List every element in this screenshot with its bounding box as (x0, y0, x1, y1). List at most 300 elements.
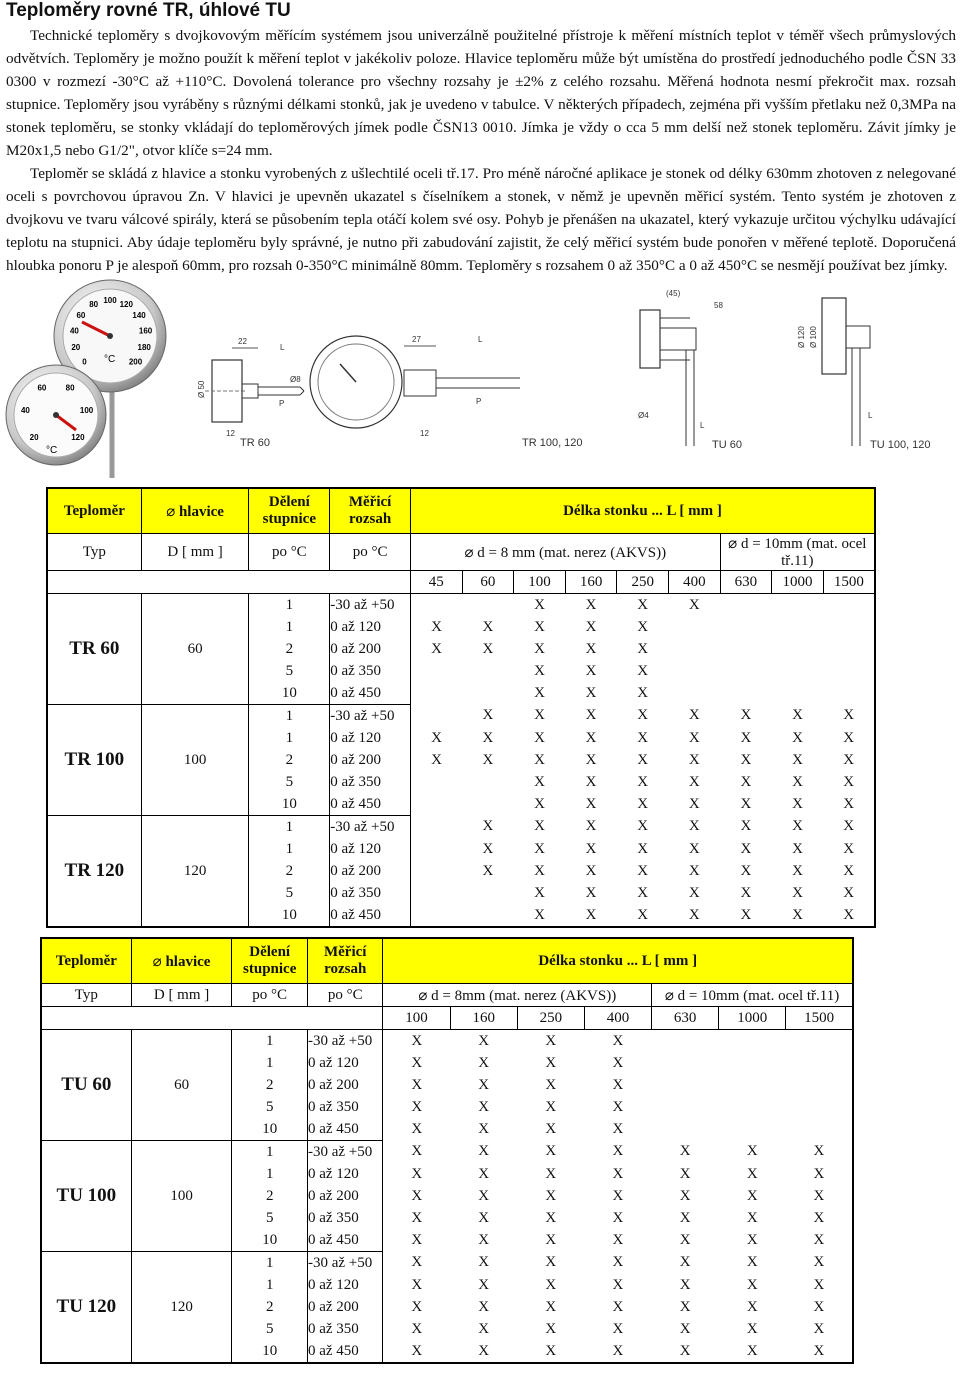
availability-mark: X (482, 818, 494, 835)
availability-mark (652, 1052, 719, 1074)
availability-mark: X (792, 862, 803, 879)
availability-mark: X (585, 729, 597, 746)
measuring-range-value: 0 až 120 (307, 1274, 383, 1296)
length-160: 160 (450, 1007, 517, 1030)
dial-number: 120 (71, 432, 85, 442)
availability-mark: X (534, 862, 545, 879)
availability-mark: X (792, 729, 803, 746)
availability-mark: X (688, 773, 700, 790)
measuring-range-value: 0 až 450 (307, 1229, 383, 1252)
availability-mark (720, 616, 772, 638)
availability-mark: X (813, 1342, 825, 1359)
measuring-range-value: 0 až 120 (330, 727, 411, 749)
availability-mark: X (792, 818, 803, 835)
header-stem-length: Délka stonku ... L [ mm ] (410, 488, 875, 534)
availability-mark (719, 1052, 786, 1074)
availability-mark: X (545, 1032, 557, 1049)
scale-division-value: 5 (249, 771, 330, 793)
length-400: 400 (669, 571, 721, 594)
availability-mark: X (612, 1254, 624, 1271)
availability-mark: X (746, 1165, 758, 1182)
availability-mark: X (612, 1120, 624, 1137)
model-name: TR 100 (47, 705, 141, 816)
availability-mark: X (545, 1187, 557, 1204)
availability-mark: X (612, 1054, 624, 1071)
table-row (41, 1141, 853, 1164)
availability-mark: X (813, 1320, 825, 1337)
availability-mark: X (740, 707, 752, 724)
diameter-icon: ⌀ (664, 987, 678, 1004)
stem-d10-label (652, 984, 853, 1007)
availability-mark: X (545, 1098, 557, 1115)
dim-tu100-l: L (868, 411, 873, 420)
availability-mark: X (746, 1342, 758, 1359)
availability-mark (410, 793, 462, 816)
availability-mark: X (688, 884, 700, 901)
scale-division-value: 2 (232, 1074, 308, 1096)
dial-number: 40 (69, 326, 79, 336)
dial-number: 40 (20, 406, 30, 416)
measuring-range-value: 0 až 120 (330, 616, 411, 638)
availability-mark (410, 660, 462, 682)
availability-mark: X (411, 1165, 423, 1182)
scale-division-value: 5 (232, 1318, 308, 1340)
availability-mark: X (688, 596, 700, 613)
availability-mark: X (740, 862, 752, 879)
availability-mark: X (612, 1032, 624, 1049)
scale-division-value: 10 (232, 1229, 308, 1252)
availability-mark: X (792, 795, 803, 812)
dial-number: 60 (37, 383, 47, 393)
table-row (47, 594, 875, 617)
thermometer-photo-small (6, 365, 106, 465)
dial-number: 100 (79, 406, 94, 416)
availability-mark: X (792, 773, 803, 790)
availability-mark: X (411, 1054, 423, 1071)
availability-mark (786, 1074, 853, 1096)
page-title: Teploměry rovné TR, úhlové TU (6, 0, 291, 21)
intro-paragraph-1: Technické teploměry s dvojkovovým měřícím systémem jsou univerzálně použitelné přístroje k měření místních teplot v téměř všech průmyslových odvětvích. Teploměry je možno použít k měření teplot v jakékoliv poloze. Hlavice teploměru může být umístěna do prostředí jednoduchého podle ČSN 33 0300 v rozmezí -30°C až +110°C. Dovolená tolerance pro všechny rozsahy je ±2% z celého rozsahu. Měřená hodnota nesmí překročit max. rozsah stupnice. Teploměry jsou vyráběny s různými délkami stonků, jak je uvedeno v tabulce. V některých případech, zejména při vyšším přetlaku než 0,3MPa na stonek teploměru, se stonky vkládají do teploměrových jímek podle ČSN13 0010. Jímka je vždy o cca 5 mm delší než stonek teploměru. Závit jímky je M20x1,5 nebo G1/2", otvor klíče s=24 mm. (6, 27, 956, 159)
availability-mark: X (746, 1320, 758, 1337)
availability-mark (410, 594, 462, 617)
availability-mark: X (585, 684, 597, 701)
availability-mark: X (545, 1342, 557, 1359)
availability-mark: X (637, 795, 649, 812)
measuring-range-value: 0 až 120 (330, 838, 411, 860)
length-630: 630 (720, 571, 772, 594)
dial-unit-large: °C (104, 354, 116, 365)
header-scale-division: Dělení stupnice (249, 488, 330, 534)
table-row (47, 816, 875, 839)
measuring-range-value: 0 až 450 (307, 1118, 383, 1141)
diameter-icon: ⌀ (464, 544, 478, 561)
scale-division-value: 1 (249, 816, 330, 839)
availability-mark: X (478, 1187, 490, 1204)
availability-mark: X (679, 1320, 691, 1337)
measuring-range-value: -30 až +50 (330, 705, 411, 728)
availability-mark: X (679, 1342, 691, 1359)
availability-mark (652, 1096, 719, 1118)
scale-division-value: 1 (249, 594, 330, 617)
length-100: 100 (514, 571, 566, 594)
stem-d10-label (720, 534, 875, 571)
table-tu (40, 937, 854, 1364)
diameter-icon: ⌀ (166, 503, 179, 520)
availability-mark: X (612, 1276, 624, 1293)
availability-mark: X (534, 906, 545, 923)
stem-d8-text: d = 8 mm (mat. nerez (AKVS)) (477, 544, 667, 561)
availability-mark: X (482, 618, 494, 635)
header-head-label: hlavice (178, 503, 224, 520)
availability-mark: X (688, 751, 700, 768)
measuring-range-value: 0 až 350 (330, 660, 411, 682)
dim-tu100-d100: Ø 100 (809, 326, 818, 348)
availability-mark: X (411, 1231, 423, 1248)
availability-mark: X (740, 906, 752, 923)
scale-division-value: 10 (249, 682, 330, 705)
availability-mark: X (478, 1120, 490, 1137)
availability-mark: X (688, 795, 700, 812)
availability-mark: X (813, 1187, 825, 1204)
availability-mark: X (792, 906, 803, 923)
availability-mark: X (545, 1298, 557, 1315)
scale-division-value: 1 (249, 838, 330, 860)
availability-mark: X (478, 1231, 490, 1248)
availability-mark: X (792, 884, 803, 901)
availability-mark: X (585, 640, 597, 657)
availability-mark (772, 660, 824, 682)
availability-mark: X (688, 818, 700, 835)
dim-tu100-d120: Ø 120 (797, 326, 806, 348)
length-1500: 1500 (786, 1007, 853, 1030)
availability-mark: X (585, 862, 597, 879)
header-measuring-range: Měřicí rozsah (307, 938, 383, 984)
availability-mark (823, 660, 875, 682)
availability-mark: X (740, 884, 752, 901)
availability-mark: X (534, 818, 545, 835)
length-400: 400 (584, 1007, 651, 1030)
availability-mark: X (637, 751, 649, 768)
availability-mark (720, 594, 772, 617)
model-name: TR 60 (47, 594, 141, 705)
availability-mark: X (534, 840, 545, 857)
availability-mark: X (585, 795, 597, 812)
length-60: 60 (462, 571, 514, 594)
availability-mark: X (478, 1254, 490, 1271)
dim-tr60-22: 22 (238, 337, 247, 346)
availability-mark: X (478, 1076, 490, 1093)
availability-mark (410, 816, 462, 839)
availability-mark: X (843, 707, 855, 724)
availability-mark: X (679, 1254, 691, 1271)
availability-mark: X (679, 1231, 691, 1248)
dim-tr100-l: L (478, 335, 483, 344)
label-tr100: TR 100, 120 (522, 437, 583, 449)
availability-mark (410, 882, 462, 904)
availability-mark: X (637, 596, 649, 613)
availability-mark (410, 705, 462, 728)
model-name: TU 100 (41, 1141, 131, 1252)
availability-mark: X (746, 1231, 758, 1248)
scale-division-value: 2 (249, 638, 330, 660)
availability-mark: X (411, 1320, 423, 1337)
dim-tu60-l: L (700, 421, 705, 430)
availability-mark (786, 1030, 853, 1053)
availability-mark (410, 904, 462, 927)
measuring-range-value: 0 až 350 (307, 1318, 383, 1340)
dim-tr100-27: 27 (412, 335, 421, 344)
availability-mark (720, 660, 772, 682)
drawing-tr100 (310, 335, 583, 449)
availability-mark: X (545, 1076, 557, 1093)
availability-mark (462, 682, 514, 705)
measuring-range-value: 0 až 350 (330, 771, 411, 793)
dial-number: 120 (119, 299, 133, 309)
dim-tr60-p: P (279, 399, 285, 408)
availability-mark: X (482, 640, 494, 657)
availability-mark: X (746, 1143, 758, 1160)
dial-number: 140 (132, 310, 146, 320)
availability-mark: X (545, 1143, 557, 1160)
measuring-range-value: -30 až +50 (307, 1030, 383, 1053)
scale-division-value: 10 (249, 793, 330, 816)
availability-mark (410, 771, 462, 793)
availability-mark: X (482, 862, 494, 879)
measuring-range-value: -30 až +50 (307, 1141, 383, 1164)
scale-division-value: 10 (249, 904, 330, 927)
availability-mark: X (411, 1032, 423, 1049)
table-header-row (41, 938, 853, 984)
lengths-blank (41, 1007, 383, 1030)
availability-mark: X (612, 1143, 624, 1160)
availability-mark: X (478, 1320, 490, 1337)
availability-mark: X (612, 1342, 624, 1359)
measuring-range-value: 0 až 450 (330, 904, 411, 927)
availability-mark: X (478, 1098, 490, 1115)
scale-division-value: 10 (232, 1340, 308, 1363)
availability-mark: X (612, 1165, 624, 1182)
availability-mark (772, 638, 824, 660)
availability-mark: X (545, 1276, 557, 1293)
availability-mark: X (545, 1120, 557, 1137)
dim-tr100-p: P (476, 397, 482, 406)
availability-mark (772, 616, 824, 638)
availability-mark (720, 638, 772, 660)
measuring-range-value: 0 až 200 (330, 638, 411, 660)
table-row (47, 705, 875, 728)
availability-mark (772, 682, 824, 705)
availability-mark: X (843, 818, 855, 835)
scale-division-value: 10 (232, 1118, 308, 1141)
table-tr (46, 487, 876, 928)
availability-mark: X (534, 729, 545, 746)
availability-mark (772, 594, 824, 617)
availability-mark (652, 1030, 719, 1053)
availability-mark: X (431, 751, 442, 768)
type-cell-4: po °C (307, 984, 383, 1007)
header-head-diameter (131, 938, 232, 984)
measuring-range-value: 0 až 200 (307, 1185, 383, 1207)
dim-tr60-12: 12 (226, 429, 235, 438)
length-250: 250 (517, 1007, 584, 1030)
availability-mark (786, 1096, 853, 1118)
availability-mark: X (478, 1165, 490, 1182)
availability-mark (462, 882, 514, 904)
availability-mark: X (545, 1254, 557, 1271)
availability-mark (462, 771, 514, 793)
scale-division-value: 1 (232, 1030, 308, 1053)
availability-mark: X (478, 1276, 490, 1293)
length-1500: 1500 (823, 571, 875, 594)
header-head-label: hlavice (165, 953, 211, 970)
diameter-icon: ⌀ (728, 536, 741, 552)
availability-mark (720, 682, 772, 705)
measuring-range-value: 0 až 350 (307, 1207, 383, 1229)
availability-mark: X (431, 729, 442, 746)
availability-mark: X (792, 751, 803, 768)
availability-mark: X (688, 840, 700, 857)
availability-mark: X (612, 1209, 624, 1226)
header-head-diameter (141, 488, 249, 534)
measuring-range-value: 0 až 350 (307, 1096, 383, 1118)
availability-mark: X (612, 1076, 624, 1093)
dial-unit-small: °C (46, 445, 58, 456)
stem-d10-text: d = 10mm (mat. ocel tř.11) (740, 536, 867, 569)
drawing-tu100 (797, 298, 931, 451)
table-type-row (41, 984, 853, 1007)
availability-mark: X (813, 1276, 825, 1293)
dim-tu60-45: (45) (666, 289, 681, 298)
availability-mark: X (545, 1320, 557, 1337)
model-name: TU 60 (41, 1030, 131, 1141)
dial-number: 0 (82, 357, 87, 367)
availability-mark: X (813, 1254, 825, 1271)
type-cell-2: D [ mm ] (141, 534, 249, 571)
availability-mark: X (612, 1231, 624, 1248)
dial-number: 80 (89, 299, 99, 309)
availability-mark: X (843, 773, 855, 790)
availability-mark: X (637, 684, 649, 701)
header-thermometer: Teploměr (41, 938, 131, 984)
availability-mark: X (637, 640, 649, 657)
stem-d8-label (410, 534, 720, 571)
type-cell-4: po °C (330, 534, 411, 571)
head-diameter-value: 60 (141, 594, 249, 705)
availability-mark: X (637, 662, 649, 679)
length-160: 160 (565, 571, 617, 594)
availability-mark: X (637, 773, 649, 790)
availability-mark: X (688, 906, 700, 923)
figures-strip (0, 278, 960, 478)
availability-mark: X (612, 1098, 624, 1115)
lengths-blank (47, 571, 410, 594)
table-row (41, 1030, 853, 1053)
type-cell-3: po °C (232, 984, 308, 1007)
availability-mark: X (478, 1342, 490, 1359)
availability-mark: X (585, 818, 597, 835)
availability-mark (652, 1074, 719, 1096)
length-100: 100 (383, 1007, 450, 1030)
dial-number: 200 (128, 357, 143, 367)
availability-mark: X (482, 707, 494, 724)
availability-mark: X (679, 1143, 691, 1160)
type-cell-1: Typ (47, 534, 141, 571)
head-diameter-value: 100 (141, 705, 249, 816)
availability-mark (410, 838, 462, 860)
head-diameter-value: 60 (131, 1030, 232, 1141)
intro-text (6, 24, 956, 277)
header-thermometer: Teploměr (47, 488, 141, 534)
availability-mark (823, 616, 875, 638)
availability-mark: X (411, 1254, 423, 1271)
drawing-tr60 (197, 337, 304, 449)
scale-division-value: 2 (249, 749, 330, 771)
availability-mark: X (534, 707, 545, 724)
availability-mark (719, 1030, 786, 1053)
scale-division-value: 5 (232, 1096, 308, 1118)
label-tu60: TU 60 (712, 439, 742, 451)
availability-mark: X (843, 840, 855, 857)
measuring-range-value: 0 až 350 (330, 882, 411, 904)
availability-mark: X (637, 840, 649, 857)
availability-mark: X (679, 1209, 691, 1226)
availability-mark: X (679, 1165, 691, 1182)
dim-tr100-12: 12 (420, 429, 429, 438)
scale-division-value: 1 (232, 1052, 308, 1074)
availability-mark: X (585, 596, 597, 613)
availability-mark (462, 594, 514, 617)
stem-d10-text: d = 10mm (mat. ocel tř.11) (677, 987, 840, 1004)
availability-mark: X (534, 884, 545, 901)
availability-mark: X (813, 1209, 825, 1226)
scale-division-value: 5 (249, 660, 330, 682)
scale-division-value: 1 (249, 727, 330, 749)
header-measuring-range: Měřicí rozsah (330, 488, 411, 534)
availability-mark: X (637, 862, 649, 879)
availability-mark: X (740, 773, 752, 790)
availability-mark: X (431, 640, 442, 657)
scale-division-value: 1 (232, 1274, 308, 1296)
availability-mark (823, 682, 875, 705)
type-cell-1: Typ (41, 984, 131, 1007)
availability-mark: X (411, 1098, 423, 1115)
availability-mark: X (585, 707, 597, 724)
availability-mark: X (478, 1298, 490, 1315)
availability-mark: X (482, 751, 494, 768)
model-name: TR 120 (47, 816, 141, 928)
header-scale-division: Dělení stupnice (232, 938, 308, 984)
availability-mark: X (534, 684, 545, 701)
availability-mark: X (813, 1165, 825, 1182)
label-tr60: TR 60 (240, 437, 270, 449)
dim-tr60-l: L (280, 343, 285, 352)
availability-mark: X (843, 729, 855, 746)
diameter-icon: ⌀ (418, 987, 432, 1004)
availability-mark: X (534, 618, 545, 635)
availability-mark: X (813, 1231, 825, 1248)
availability-mark: X (478, 1209, 490, 1226)
availability-mark (823, 638, 875, 660)
dial-number: 20 (71, 343, 81, 353)
availability-mark: X (534, 751, 545, 768)
availability-mark: X (843, 862, 855, 879)
table-lengths-row (41, 1007, 853, 1030)
measuring-range-value: -30 až +50 (307, 1252, 383, 1275)
availability-mark: X (411, 1120, 423, 1137)
type-cell-3: po °C (249, 534, 330, 571)
availability-mark: X (740, 818, 752, 835)
availability-mark (410, 682, 462, 705)
